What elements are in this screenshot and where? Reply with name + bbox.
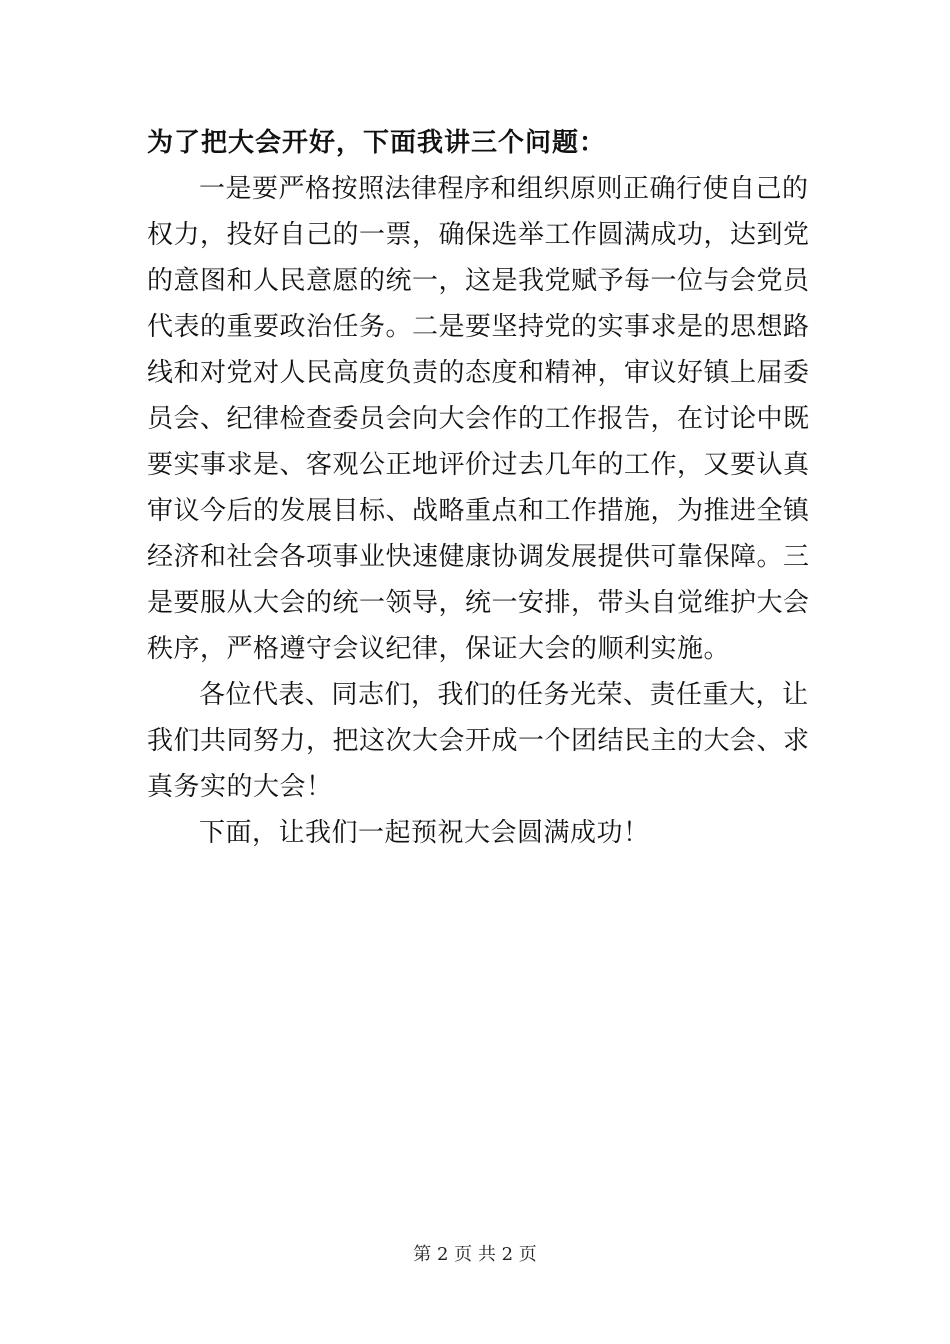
text-line: 审议今后的发展目标、战略重点和工作措施，为推进全镇 bbox=[147, 496, 810, 526]
text-line: 一是要严格按照法律程序和组织原则正确行使自己的 bbox=[199, 174, 809, 204]
page-number-footer: 第 2 页 共 2 页 bbox=[413, 1244, 537, 1265]
text-line: 真务实的大会！ bbox=[147, 772, 333, 802]
text-line: 的意图和人民意愿的统一，这是我党赋予每一位与会党员 bbox=[147, 266, 810, 296]
text-line: 线和对党对人民高度负责的态度和精神，审议好镇上届委 bbox=[147, 358, 810, 388]
text-line: 是要服从大会的统一领导，统一安排，带头自觉维护大会 bbox=[147, 588, 810, 618]
text-line: 下面，让我们一起预祝大会圆满成功！ bbox=[199, 818, 650, 848]
text-line: 权力，投好自己的一票，确保选举工作圆满成功，达到党 bbox=[147, 220, 810, 250]
text-line: 秩序，严格遵守会议纪律，保证大会的顺利实施。 bbox=[147, 634, 731, 664]
text-line: 各位代表、同志们，我们的任务光荣、责任重大，让 bbox=[199, 680, 809, 710]
text-line: 员会、纪律检查委员会向大会作的工作报告，在讨论中既 bbox=[147, 404, 810, 434]
text-line: 代表的重要政治任务。二是要坚持党的实事求是的思想路 bbox=[147, 312, 810, 342]
text-line: 我们共同努力，把这次大会开成一个团结民主的大会、求 bbox=[147, 726, 810, 756]
section-heading: 为了把大会开好，下面我讲三个问题： bbox=[147, 128, 607, 158]
document-body bbox=[147, 124, 810, 856]
text-line: 要实事求是、客观公正地评价过去几年的工作，又要认真 bbox=[147, 450, 810, 480]
paragraph-closing bbox=[147, 810, 805, 856]
paragraph-call-to-action bbox=[147, 672, 810, 810]
text-line: 经济和社会各项事业快速健康协调发展提供可靠保障。三 bbox=[147, 542, 810, 572]
paragraph-three-issues bbox=[147, 166, 810, 672]
